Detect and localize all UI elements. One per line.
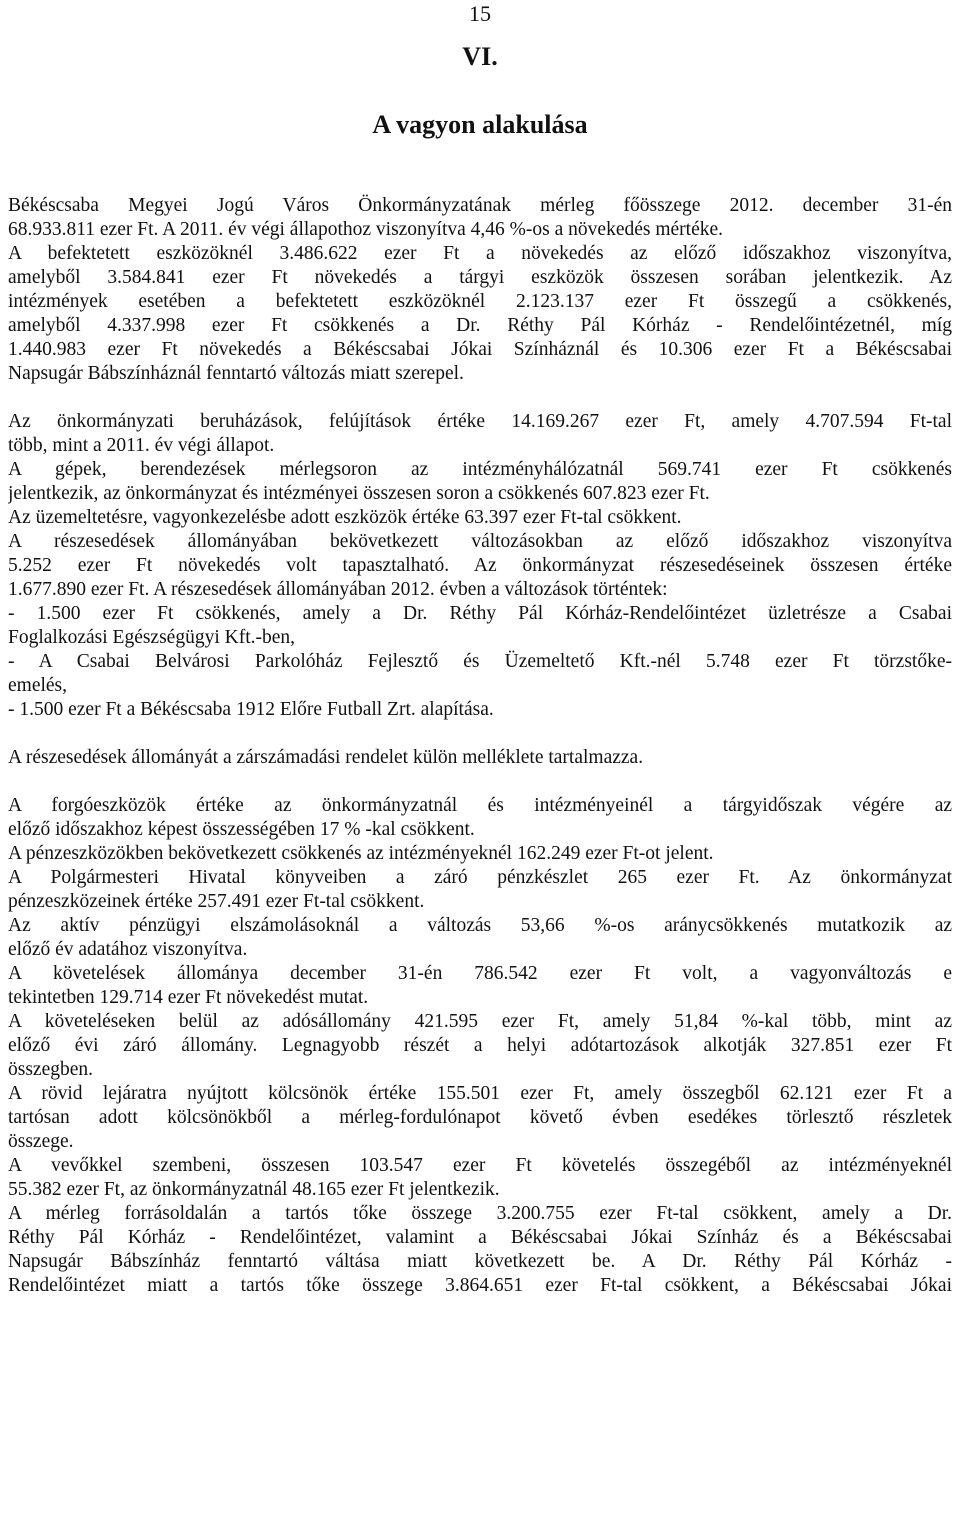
text-line: A befektetett eszközöknél 3.486.622 ezer Ft a növekedés az előző időszakhoz viszonyítva, [8, 243, 952, 264]
text-line: előző időszakhoz képest összességében 17 % -kal csökkent. [8, 819, 475, 840]
section-title: A vagyon alakulása [372, 110, 588, 139]
text-line: - A Csabai Belvárosi Parkolóház Fejlesztő és Üzemeltető Kft.-nél 5.748 ezer Ft törzstőke- [8, 651, 952, 672]
text-line: 1.677.890 ezer Ft. A részesedések állományában 2012. évben a változások történtek: [8, 579, 668, 600]
text-line: több, mint a 2011. év végi állapot. [8, 435, 275, 456]
text-line: amelyből 3.584.841 ezer Ft növekedés a tárgyi eszközök összesen sorában jelentkezik. Az [8, 267, 952, 288]
paragraph-gap [8, 770, 952, 794]
paragraph-gap [8, 722, 952, 746]
text-line: A pénzeszközökben bekövetkezett csökkenés az intézményeknél 162.249 ezer Ft-ot jelent. [8, 843, 714, 864]
text-line: előző év adatához viszonyítva. [8, 939, 248, 960]
text-line: A részesedések állományát a zárszámadási rendelet külön melléklete tartalmazza. [8, 747, 644, 768]
text-line: tekintetben 129.714 ezer Ft növekedést mutat. [8, 987, 369, 1008]
text-line: 5.252 ezer Ft növekedés volt tapasztalható. Az önkormányzat részesedéseinek összesen értéke [8, 555, 952, 576]
text-line: A forgóeszközök értéke az önkormányzatnál és intézményeinél a tárgyidőszak végére az [8, 795, 952, 816]
text-line: pénzeszközeinek értéke 257.491 ezer Ft-tal csökkent. [8, 891, 425, 912]
text-line: Az önkormányzati beruházások, felújítások értéke 14.169.267 ezer Ft, amely 4.707.594 Ft-tal [8, 411, 952, 432]
chapter-number: VI. [462, 42, 498, 71]
text-line: amelyből 4.337.998 ezer Ft csökkenés a Dr. Réthy Pál Kórház - Rendelőintézetnél, míg [8, 315, 952, 336]
text-line: A mérleg forrásoldalán a tartós tőke összege 3.200.755 ezer Ft-tal csökkent, amely a Dr. [8, 1203, 952, 1224]
text-line: összegben. [8, 1059, 94, 1080]
paragraph-gap [8, 386, 952, 410]
text-line: A vevőkkel szembeni, összesen 103.547 ezer Ft követelés összegéből az intézményeknél [8, 1155, 952, 1176]
text-line: A részesedések állományában bekövetkezett változásokban az előző időszakhoz viszonyítva [8, 531, 952, 552]
text-line: A Polgármesteri Hivatal könyveiben a záró pénzkészlet 265 ezer Ft. Az önkormányzat [8, 867, 952, 888]
text-line: Az aktív pénzügyi elszámolásoknál a változás 53,66 %-os aránycsökkenés mutatkozik az [8, 915, 952, 936]
text-line: A rövid lejáratra nyújtott kölcsönök értéke 155.501 ezer Ft, amely összegből 62.121 ezer Ft a [8, 1083, 952, 1104]
text-line: Rendelőintézet miatt a tartós tőke összege 3.864.651 ezer Ft-tal csökkent, a Békéscsabai Jókai [8, 1275, 952, 1296]
page-number: 15 [469, 1, 491, 26]
body-text [8, 194, 952, 1298]
text-line: tartósan adott kölcsönökből a mérleg-fordulónapot követő évben esedékes törlesztő részletek [8, 1107, 952, 1128]
text-line: Foglalkozási Egészségügyi Kft.-ben, [8, 627, 296, 648]
text-line: Napsugár Bábszínháznál fenntartó változás miatt szerepel. [8, 363, 464, 384]
text-line: A gépek, berendezések mérlegsoron az intézményhálózatnál 569.741 ezer Ft csökkenés [8, 459, 952, 480]
text-line: előző évi záró állomány. Legnagyobb részét a helyi adótartozások alkotják 327.851 ezer Ft [8, 1035, 952, 1056]
text-line: - 1.500 ezer Ft csökkenés, amely a Dr. Réthy Pál Kórház-Rendelőintézet üzletrésze a Csabai [8, 603, 952, 624]
text-line: Békéscsaba Megyei Jogú Város Önkormányzatának mérleg főösszege 2012. december 31-én [8, 195, 952, 216]
text-line: - 1.500 ezer Ft a Békéscsaba 1912 Előre Futball Zrt. alapítása. [8, 699, 494, 720]
text-line: A követelések állománya december 31-én 786.542 ezer Ft volt, a vagyonváltozás e [8, 963, 952, 984]
text-line: intézmények esetében a befektetett eszközöknél 2.123.137 ezer Ft összegű a csökkenés, [8, 291, 952, 312]
text-line: 55.382 ezer Ft, az önkormányzatnál 48.165 ezer Ft jelentkezik. [8, 1179, 500, 1200]
text-line: jelentkezik, az önkormányzat és intézményei összesen soron a csökkenés 607.823 ezer Ft. [8, 483, 710, 504]
text-line: 1.440.983 ezer Ft növekedés a Békéscsabai Jókai Színháznál és 10.306 ezer Ft a Békéscsabai [8, 339, 952, 360]
text-line: Napsugár Bábszínház fenntartó váltása miatt következett be. A Dr. Réthy Pál Kórház - [8, 1251, 952, 1272]
text-line: Réthy Pál Kórház - Rendelőintézet, valamint a Békéscsabai Jókai Színház és a Békéscsabai [8, 1227, 952, 1248]
text-line: összege. [8, 1131, 74, 1152]
text-line: Az üzemeltetésre, vagyonkezelésbe adott eszközök értéke 63.397 ezer Ft-tal csökkent. [8, 507, 682, 528]
text-line: A követeléseken belül az adósállomány 421.595 ezer Ft, amely 51,84 %-kal több, mint az [8, 1011, 952, 1032]
text-line: 68.933.811 ezer Ft. A 2011. év végi állapothoz viszonyítva 4,46 %-os a növekedés mértéke. [8, 219, 724, 240]
text-line: emelés, [8, 675, 68, 696]
